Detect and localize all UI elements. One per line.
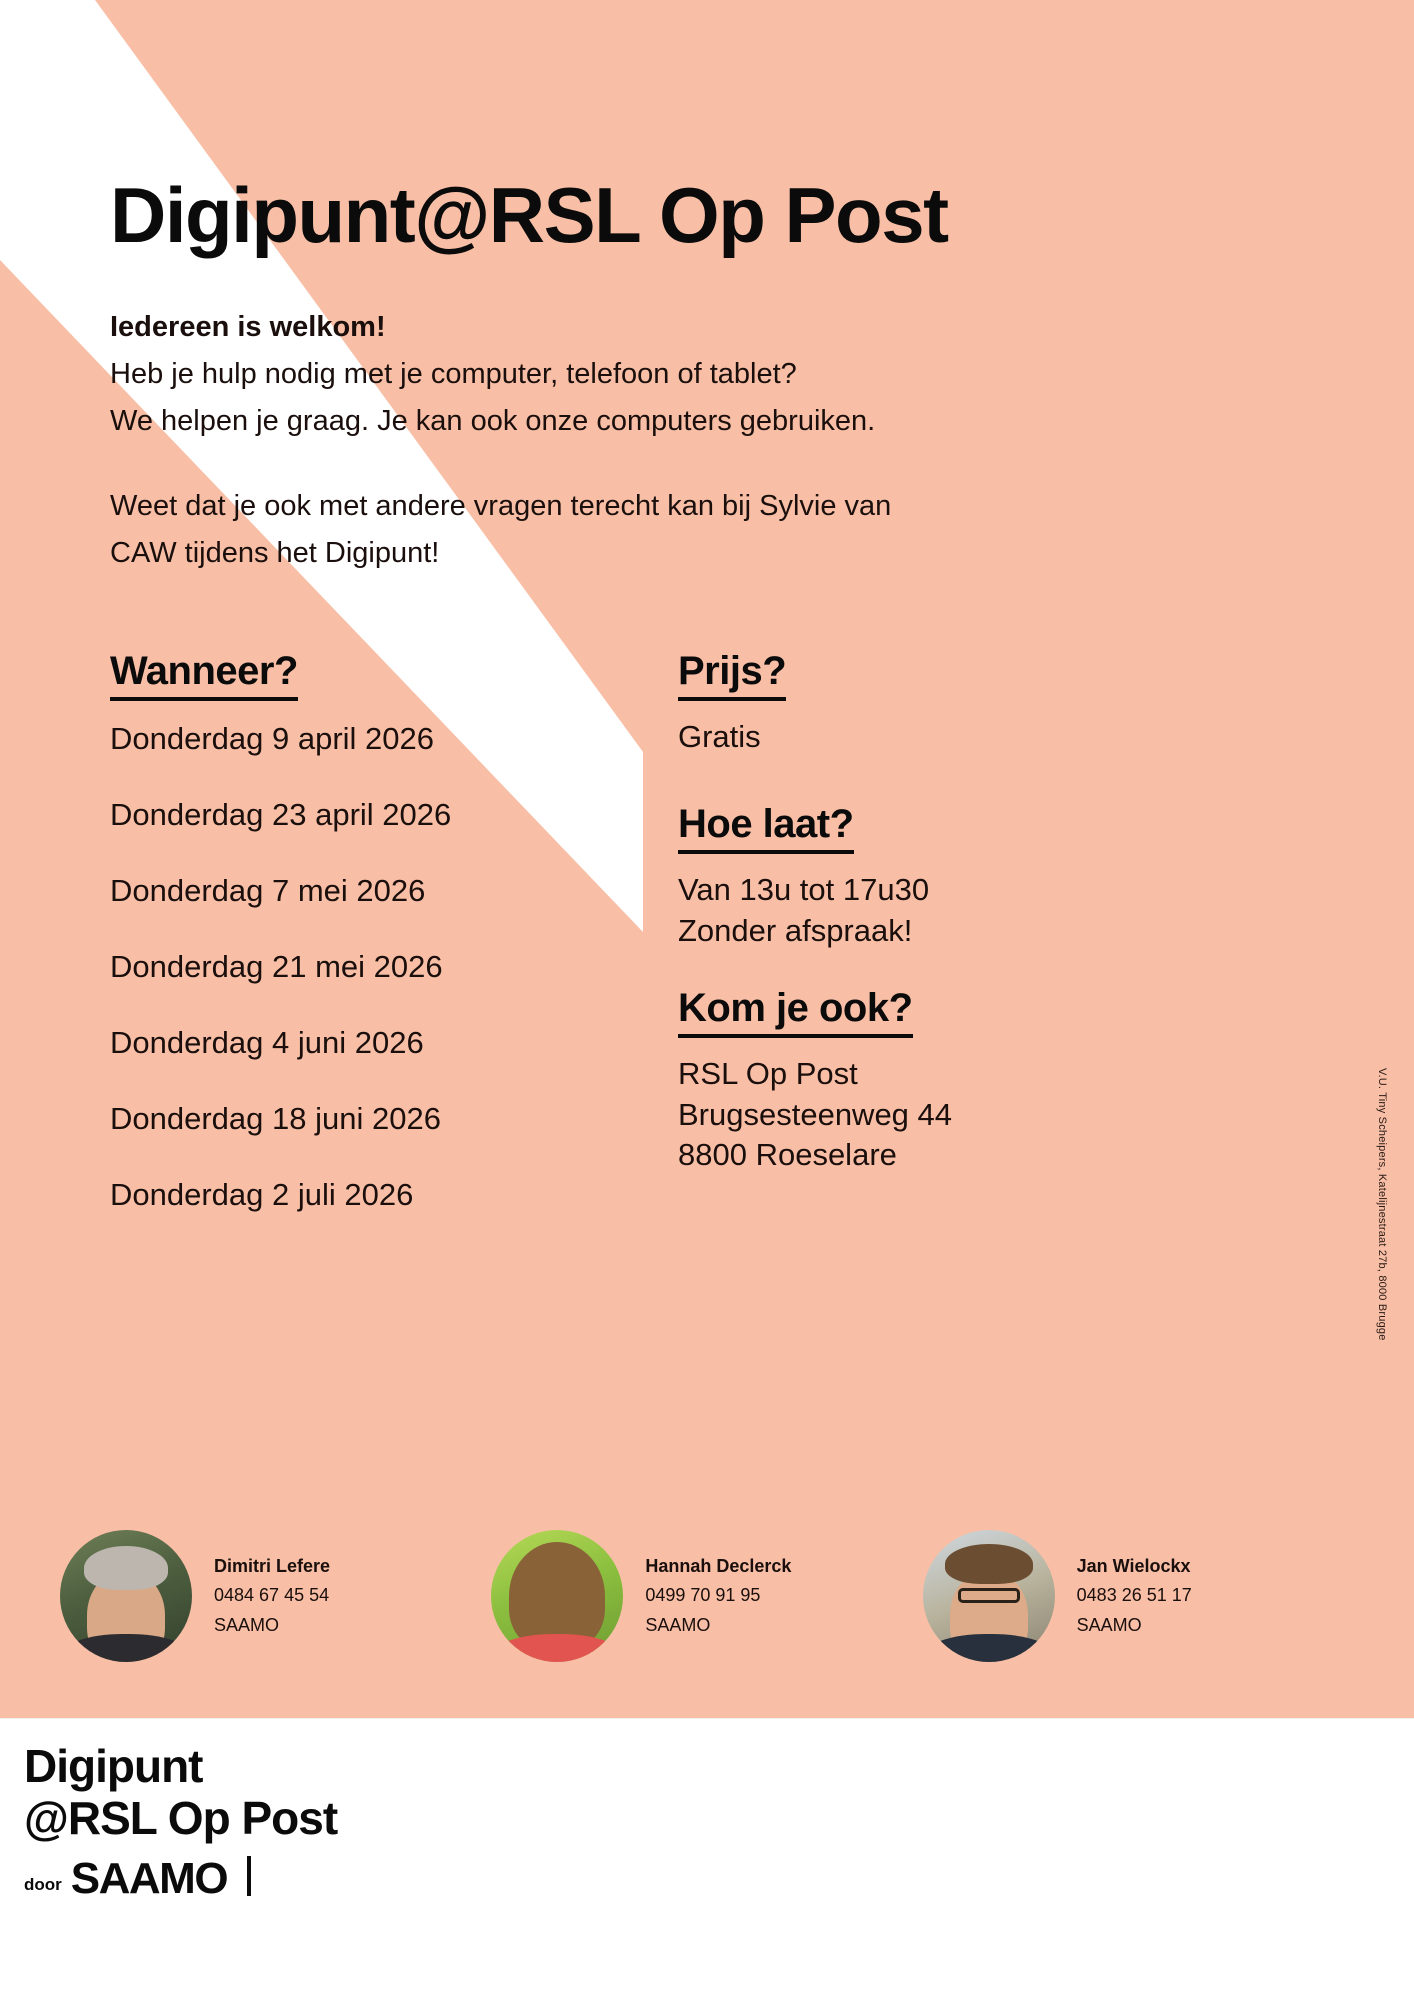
saamo-divider: [247, 1856, 251, 1896]
contact-card: [60, 1530, 491, 1662]
intro-line-4: CAW tijdens het Digipunt!: [110, 536, 440, 569]
avatar: [491, 1530, 623, 1662]
contact-card: [491, 1530, 922, 1662]
location-line-3: 8800 Roeselare: [678, 1137, 897, 1173]
location-line-2: Brugsesteenweg 44: [678, 1096, 953, 1132]
contact-details: [645, 1552, 791, 1639]
intro-spacer: [110, 445, 1304, 483]
time-line-2: Zonder afspraak!: [678, 912, 913, 948]
intro-line-2: We helpen je graag. Je kan ook onze computers gebruiken.: [110, 405, 876, 438]
footer-bar: [0, 1718, 1414, 2000]
footer-title-line-2: @RSL Op Post: [24, 1791, 338, 1844]
spacer-time-location: [678, 952, 1304, 986]
contacts-row: [0, 1530, 1414, 1662]
info-columns: [110, 649, 1304, 1210]
intro-line-1: Heb je hulp nodig met je computer, telefoon of tablet?: [110, 358, 797, 391]
contact-details: [214, 1552, 330, 1639]
contact-details: [1077, 1552, 1192, 1639]
list-item: Donderdag 21 mei 2026: [110, 948, 443, 984]
price-value: Gratis: [678, 718, 761, 754]
avatar: [923, 1530, 1055, 1662]
glasses-icon: [958, 1588, 1020, 1603]
page-title: Digipunt@RSL Op Post: [110, 171, 948, 259]
intro-text-block: [110, 304, 1304, 577]
footer-door-label: door: [24, 1875, 62, 1895]
contact-phone: 0484 67 45 54: [214, 1585, 330, 1606]
contact-org: SAAMO: [214, 1614, 280, 1635]
time-line-1: Van 13u tot 17u30: [678, 871, 930, 907]
time-heading: Hoe laat?: [678, 802, 854, 854]
list-item: Donderdag 4 juni 2026: [110, 1024, 424, 1060]
when-column: [110, 649, 666, 1210]
contact-name: Jan Wielockx: [1076, 1556, 1191, 1577]
intro-line-3: Weet dat je ook met andere vragen terecht kan bij Sylvie van: [110, 490, 892, 523]
spacer-price-time: [678, 758, 1304, 802]
list-item: Donderdag 18 juni 2026: [110, 1100, 441, 1136]
footer-title-line-1: Digipunt: [24, 1740, 203, 1792]
intro-welcome-strong: Iedereen is welkom!: [110, 311, 386, 344]
contact-org: SAAMO: [1076, 1614, 1142, 1635]
list-item: Donderdag 7 mei 2026: [110, 872, 426, 908]
avatar: [60, 1530, 192, 1662]
contact-card: [923, 1530, 1354, 1662]
contact-phone: 0483 26 51 17: [1076, 1585, 1192, 1606]
contact-org: SAAMO: [645, 1614, 711, 1635]
list-item: Donderdag 23 april 2026: [110, 796, 452, 832]
publisher-colophon: V.U. Tiny Scheipers, Katelijnestraat 27b, 8000 Brugge: [1376, 1068, 1388, 1341]
list-item: Donderdag 9 april 2026: [110, 720, 435, 756]
intro-welcome: [110, 304, 1304, 351]
contact-phone: 0499 70 91 95: [645, 1585, 761, 1606]
details-column: [666, 649, 1304, 1176]
list-item: Donderdag 2 juli 2026: [110, 1176, 414, 1212]
when-heading: Wanneer?: [110, 649, 298, 701]
footer-logo: [24, 1740, 338, 1903]
price-heading: Prijs?: [678, 649, 786, 701]
saamo-logo: SAAMO: [70, 1853, 228, 1903]
location-heading: Kom je ook?: [678, 986, 913, 1038]
contact-name: Hannah Declerck: [645, 1556, 792, 1577]
footer-brand-row: [24, 1853, 337, 1903]
location-line-1: RSL Op Post: [678, 1055, 858, 1091]
date-list: [110, 720, 666, 1212]
contact-name: Dimitri Lefere: [214, 1556, 331, 1577]
